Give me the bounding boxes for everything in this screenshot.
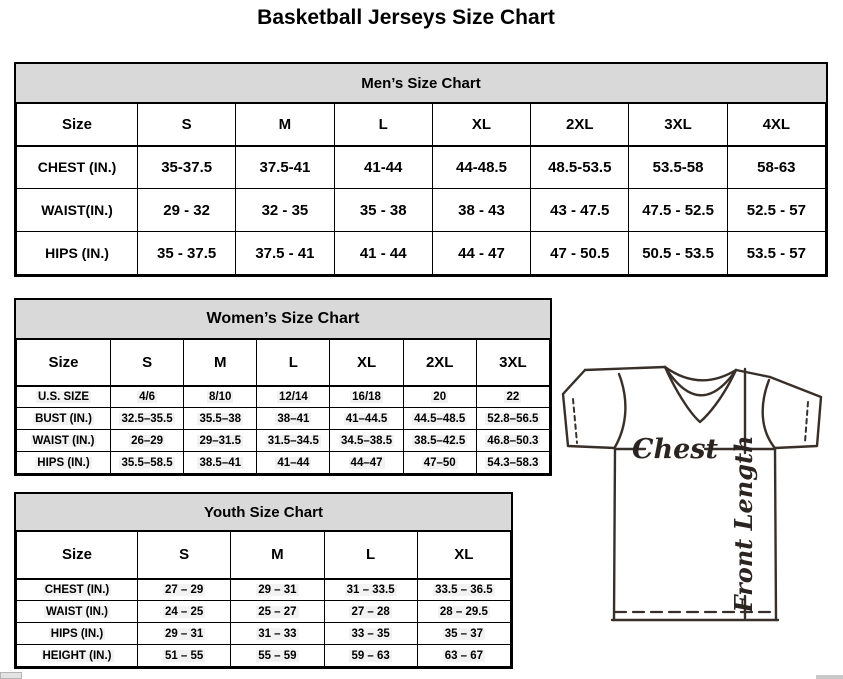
cell-text: 4/6 bbox=[139, 390, 156, 403]
value-cell bbox=[257, 408, 330, 430]
value-cell: 43 - 47.5 bbox=[531, 189, 629, 232]
cell-text: 16/18 bbox=[352, 390, 381, 403]
cell-text: 52.8–56.5 bbox=[487, 412, 539, 425]
value-cell bbox=[257, 386, 330, 408]
cell-text: U.S. SIZE bbox=[37, 390, 90, 403]
value-cell: 58-63 bbox=[727, 146, 825, 189]
jersey-body-right bbox=[775, 448, 776, 620]
size-column-header: 3XL bbox=[476, 340, 549, 386]
value-cell: 47.5 - 52.5 bbox=[629, 189, 727, 232]
value-cell: 50.5 - 53.5 bbox=[629, 232, 727, 275]
cell-text: 35 – 37 bbox=[444, 627, 484, 640]
value-cell bbox=[257, 430, 330, 452]
cell-text: 54.3–58.3 bbox=[487, 456, 539, 469]
size-column-header: L bbox=[334, 104, 432, 146]
value-cell bbox=[231, 579, 324, 601]
cell-text: 35.5–38 bbox=[199, 412, 242, 425]
cell-text: BUST (IN.) bbox=[35, 412, 92, 425]
value-cell bbox=[184, 408, 257, 430]
size-header-cell: Size bbox=[17, 340, 111, 386]
row-label bbox=[17, 408, 111, 430]
value-cell bbox=[111, 430, 184, 452]
jersey-shoulder-left bbox=[585, 367, 665, 370]
jersey-sleeve-right-seam bbox=[763, 380, 774, 447]
cell-text: 27 – 29 bbox=[164, 583, 204, 596]
cell-text: HIPS (IN.) bbox=[37, 456, 90, 469]
value-cell bbox=[324, 579, 417, 601]
row-label bbox=[17, 601, 138, 623]
scrollbar-fragment-left[interactable] bbox=[0, 672, 22, 679]
value-cell bbox=[417, 601, 510, 623]
table-row bbox=[17, 408, 550, 430]
value-cell: 37.5-41 bbox=[236, 146, 334, 189]
cell-text: 33 – 35 bbox=[351, 627, 390, 640]
scrollbar-fragment-right[interactable] bbox=[816, 675, 843, 679]
cell-text: 29–31.5 bbox=[199, 434, 242, 447]
value-cell bbox=[330, 430, 403, 452]
mens-size-chart-title: Men’s Size Chart bbox=[16, 64, 826, 103]
value-cell bbox=[417, 579, 510, 601]
cell-text: 31 – 33 bbox=[258, 627, 297, 640]
header-row bbox=[17, 340, 550, 386]
value-cell bbox=[403, 408, 476, 430]
value-cell bbox=[330, 452, 403, 474]
womens-size-table bbox=[16, 339, 550, 474]
value-cell bbox=[417, 623, 510, 645]
cell-text: 55 – 59 bbox=[258, 649, 297, 662]
cell-text: 29 – 31 bbox=[164, 627, 204, 640]
value-cell bbox=[184, 452, 257, 474]
page-title: Basketball Jerseys Size Chart bbox=[257, 6, 555, 29]
size-column-header: XL bbox=[330, 340, 403, 386]
value-cell bbox=[138, 645, 231, 667]
size-column-header: 2XL bbox=[403, 340, 476, 386]
size-column-header: M bbox=[184, 340, 257, 386]
mens-size-chart bbox=[14, 62, 828, 277]
cell-text: 27 – 28 bbox=[351, 605, 390, 618]
header-row bbox=[17, 532, 511, 579]
value-cell bbox=[231, 601, 324, 623]
value-cell bbox=[403, 386, 476, 408]
cell-text: 26–29 bbox=[131, 434, 164, 447]
cell-text: 38.5–41 bbox=[199, 456, 242, 469]
value-cell: 41-44 bbox=[334, 146, 432, 189]
size-column-header: S bbox=[138, 104, 236, 146]
value-cell: 52.5 - 57 bbox=[727, 189, 825, 232]
jersey-shoulder-right bbox=[736, 370, 770, 377]
table-row bbox=[17, 452, 550, 474]
value-cell bbox=[138, 601, 231, 623]
value-cell bbox=[403, 452, 476, 474]
cell-text: 38.5–42.5 bbox=[414, 434, 466, 447]
value-cell bbox=[138, 579, 231, 601]
cell-text: 35.5–58.5 bbox=[121, 456, 173, 469]
jersey-sleeve-left-cuff-dashes bbox=[573, 399, 577, 443]
value-cell: 37.5 - 41 bbox=[236, 232, 334, 275]
row-label: CHEST (IN.) bbox=[17, 146, 138, 189]
jersey-sleeve-right-cuff-dashes bbox=[805, 402, 808, 442]
value-cell bbox=[476, 386, 549, 408]
value-cell bbox=[324, 601, 417, 623]
cell-text: WAIST (IN.) bbox=[46, 605, 108, 618]
cell-text: 22 bbox=[506, 390, 520, 403]
value-cell bbox=[330, 408, 403, 430]
cell-text: 24 – 25 bbox=[164, 605, 204, 618]
row-label: HIPS (IN.) bbox=[17, 232, 138, 275]
value-cell: 38 - 43 bbox=[432, 189, 530, 232]
cell-text: 34.5–38.5 bbox=[340, 434, 393, 447]
row-label bbox=[17, 579, 138, 601]
value-cell bbox=[330, 386, 403, 408]
size-column-header: XL bbox=[417, 532, 510, 579]
size-column-header: L bbox=[257, 340, 330, 386]
value-cell: 44 - 47 bbox=[432, 232, 530, 275]
value-cell bbox=[476, 408, 549, 430]
size-column-header: XL bbox=[432, 104, 530, 146]
value-cell: 47 - 50.5 bbox=[531, 232, 629, 275]
cell-text: 31.5–34.5 bbox=[267, 434, 319, 447]
cell-text: HIPS (IN.) bbox=[50, 627, 104, 640]
value-cell bbox=[417, 645, 510, 667]
jersey-body-left bbox=[614, 448, 615, 620]
value-cell bbox=[111, 452, 184, 474]
youth-size-chart-title: Youth Size Chart bbox=[16, 494, 511, 531]
cell-text: 41–44.5 bbox=[345, 412, 388, 425]
size-column-header: M bbox=[236, 104, 334, 146]
value-cell bbox=[184, 386, 257, 408]
table-row bbox=[17, 146, 826, 189]
youth-size-table bbox=[16, 531, 511, 667]
table-row bbox=[17, 430, 550, 452]
table-row bbox=[17, 645, 511, 667]
value-cell bbox=[324, 645, 417, 667]
womens-size-chart-title: Women’s Size Chart bbox=[16, 300, 550, 339]
chest-label: Chest bbox=[632, 434, 718, 465]
cell-text: 25 – 27 bbox=[258, 605, 297, 618]
table-row bbox=[17, 623, 511, 645]
cell-text: 32.5–35.5 bbox=[121, 412, 173, 425]
row-label bbox=[17, 452, 111, 474]
cell-text: 41–44 bbox=[277, 456, 310, 469]
womens-size-chart bbox=[14, 298, 552, 476]
cell-text: 47–50 bbox=[423, 456, 456, 469]
value-cell bbox=[476, 452, 549, 474]
value-cell: 35-37.5 bbox=[138, 146, 236, 189]
value-cell bbox=[111, 408, 184, 430]
size-column-header: S bbox=[111, 340, 184, 386]
front-length-label: Front Length bbox=[729, 435, 758, 613]
size-column-header: M bbox=[231, 532, 324, 579]
value-cell: 32 - 35 bbox=[236, 189, 334, 232]
jersey-sleeve-right bbox=[770, 377, 821, 448]
size-column-header: 3XL bbox=[629, 104, 727, 146]
row-label: WAIST(IN.) bbox=[17, 189, 138, 232]
youth-size-chart bbox=[14, 492, 513, 669]
cell-text: 33.5 – 36.5 bbox=[435, 583, 493, 596]
value-cell: 41 - 44 bbox=[334, 232, 432, 275]
value-cell: 35 - 37.5 bbox=[138, 232, 236, 275]
cell-text: 12/14 bbox=[279, 390, 308, 403]
table-row bbox=[17, 232, 826, 275]
value-cell bbox=[324, 623, 417, 645]
value-cell: 48.5-53.5 bbox=[531, 146, 629, 189]
value-cell bbox=[476, 430, 549, 452]
size-column-header: 2XL bbox=[531, 104, 629, 146]
cell-text: WAIST (IN.) bbox=[32, 434, 95, 447]
cell-text: 31 – 33.5 bbox=[346, 583, 395, 596]
size-column-header: S bbox=[138, 532, 231, 579]
jersey-sleeve-left bbox=[563, 370, 615, 448]
value-cell bbox=[257, 452, 330, 474]
size-column-header: L bbox=[324, 532, 417, 579]
cell-text: 29 – 31 bbox=[258, 583, 297, 596]
size-header-cell: Size bbox=[17, 104, 138, 146]
jersey-collar-arc-outer bbox=[665, 367, 736, 380]
jersey-sleeve-left-seam bbox=[615, 374, 625, 447]
row-label bbox=[17, 623, 138, 645]
value-cell: 44-48.5 bbox=[432, 146, 530, 189]
cell-text: 59 – 63 bbox=[351, 649, 390, 662]
jersey-diagram bbox=[555, 358, 843, 678]
cell-text: 28 – 29.5 bbox=[439, 605, 488, 618]
size-header-cell: Size bbox=[17, 532, 138, 579]
mens-size-table bbox=[16, 103, 826, 275]
value-cell bbox=[231, 623, 324, 645]
value-cell bbox=[111, 386, 184, 408]
cell-text: 46.8–50.3 bbox=[487, 434, 539, 447]
row-label bbox=[17, 645, 138, 667]
table-row bbox=[17, 386, 550, 408]
cell-text: 38–41 bbox=[277, 412, 310, 425]
cell-text: 44–47 bbox=[350, 456, 383, 469]
row-label bbox=[17, 430, 111, 452]
value-cell bbox=[184, 430, 257, 452]
cell-text: 8/10 bbox=[209, 390, 232, 403]
cell-text: 44.5–48.5 bbox=[414, 412, 466, 425]
cell-text: 20 bbox=[433, 390, 447, 403]
value-cell bbox=[138, 623, 231, 645]
table-row bbox=[17, 189, 826, 232]
size-column-header: 4XL bbox=[727, 104, 825, 146]
table-row bbox=[17, 601, 511, 623]
value-cell bbox=[231, 645, 324, 667]
value-cell: 53.5 - 57 bbox=[727, 232, 825, 275]
value-cell bbox=[403, 430, 476, 452]
cell-text: CHEST (IN.) bbox=[44, 583, 110, 596]
cell-text: 63 – 67 bbox=[444, 649, 484, 662]
value-cell: 29 - 32 bbox=[138, 189, 236, 232]
cell-text: HEIGHT (IN.) bbox=[42, 649, 112, 662]
row-label bbox=[17, 386, 111, 408]
header-row bbox=[17, 104, 826, 146]
value-cell: 53.5-58 bbox=[629, 146, 727, 189]
cell-text: 51 – 55 bbox=[164, 649, 204, 662]
table-row bbox=[17, 579, 511, 601]
value-cell: 35 - 38 bbox=[334, 189, 432, 232]
